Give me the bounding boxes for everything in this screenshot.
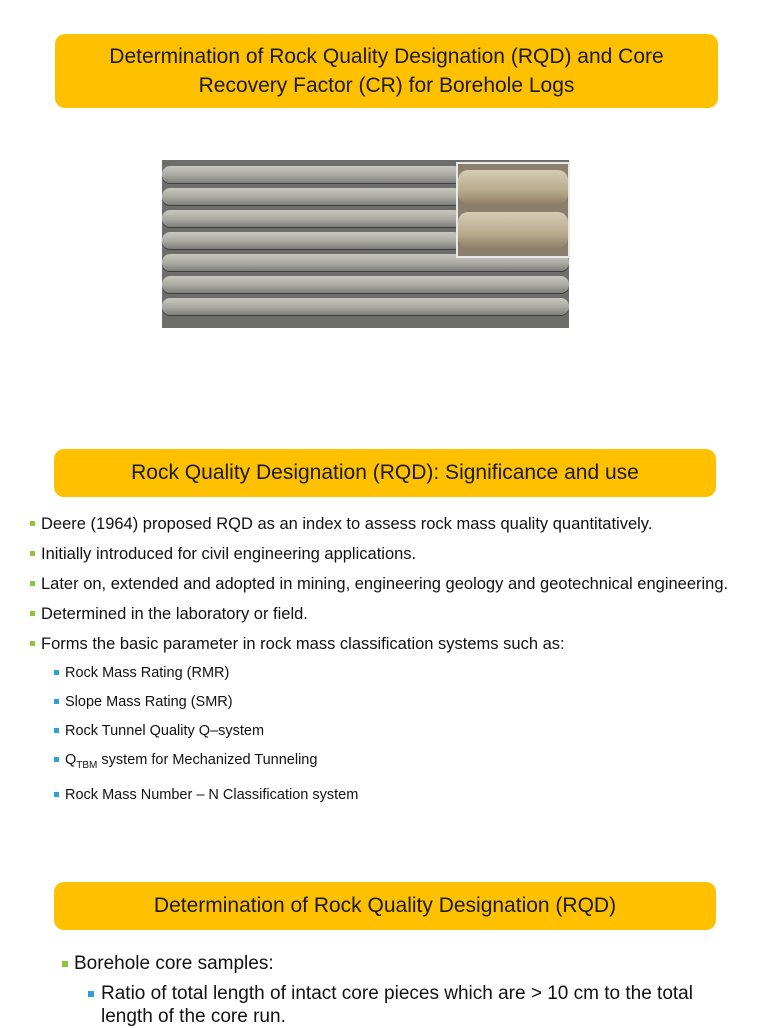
rqd-determination-list [62, 952, 722, 1028]
list-item: Forms the basic parameter in rock mass classification systems such as: [30, 633, 742, 655]
core-sample-row [162, 188, 462, 205]
section-heading-rqd-determination [54, 882, 716, 930]
core-closeup-piece [458, 212, 568, 248]
core-sample-row [162, 232, 462, 249]
list-item: Later on, extended and adopted in mining, engineering geology and geotechnical engineering. [30, 573, 742, 595]
rqd-significance-list [30, 513, 742, 814]
qtbm-label: system for Mechanized Tunneling [101, 752, 318, 768]
section-heading-text: Rock Quality Designation (RQD): Significance and use [131, 461, 639, 484]
list-item: Determined in the laboratory or field. [30, 603, 742, 625]
core-sample-row [162, 298, 569, 315]
core-closeup-photo [456, 162, 570, 258]
qtbm-subscript: TBM [76, 759, 98, 771]
sub-list-item-qtbm [54, 750, 742, 776]
core-sample-row [162, 166, 462, 183]
sub-list-item: Rock Mass Rating (RMR) [54, 663, 742, 683]
sub-list-item: Slope Mass Rating (SMR) [54, 692, 742, 712]
sub-list-item: Rock Mass Number – N Classification system [54, 785, 742, 805]
qtbm-q: Q [65, 752, 77, 768]
sub-list-item: Rock Tunnel Quality Q–system [54, 721, 742, 741]
section-heading-text: Determination of Rock Quality Designation (RQD) [153, 894, 617, 917]
core-closeup-piece [458, 170, 568, 204]
page-title [55, 34, 718, 108]
core-sample-row [162, 210, 462, 227]
sub-list-item: Ratio of total length of intact core pieces which are > 10 cm to the total length of the core run. [88, 982, 722, 1028]
page-title-text: Determination of Rock Quality Designation (RQD) and Core Recovery Factor (CR) for Borehole Logs [109, 45, 664, 97]
section-heading-rqd-significance [54, 449, 716, 497]
list-item: Deere (1964) proposed RQD as an index to assess rock mass quality quantitatively. [30, 513, 742, 535]
core-sample-row [162, 276, 569, 293]
list-item: Borehole core samples: [62, 952, 722, 975]
list-item: Initially introduced for civil engineering applications. [30, 543, 742, 565]
